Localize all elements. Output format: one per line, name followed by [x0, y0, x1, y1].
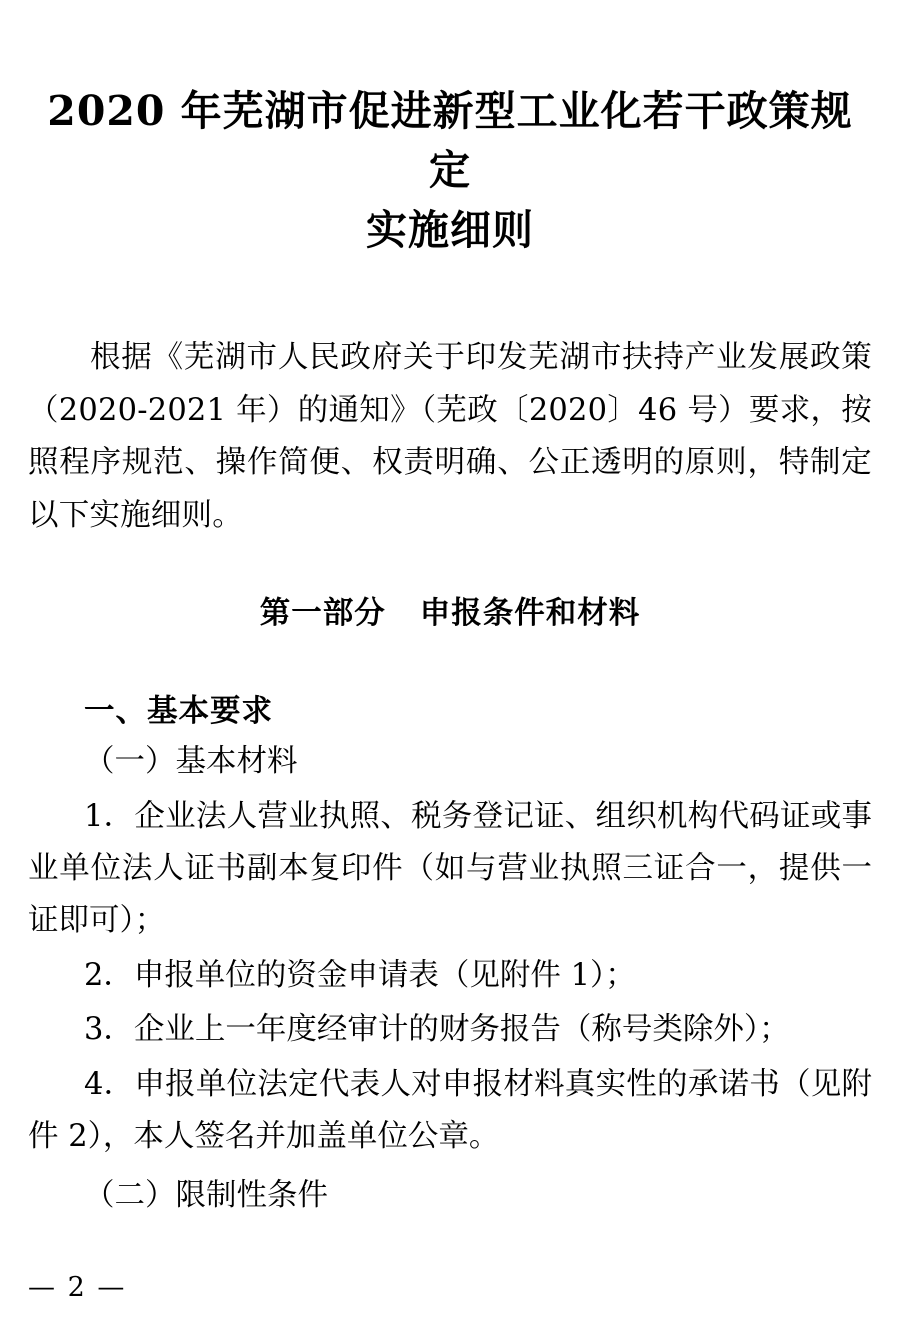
part-heading: [28, 588, 872, 632]
intro-paragraph: 根据《芜湖市人民政府关于印发芜湖市扶持产业发展政策（2020-2021 年）的通知》（芜政〔2020〕46 号）要求，按照程序规范、操作简便、权责明确、公正透明的原则，特制定以下实施细则。: [28, 340, 872, 533]
list-item: 2．申报单位的资金申请表（见附件 1）；: [84, 957, 636, 993]
list-item: 3．企业上一年度经审计的财务报告（称号类除外）；: [84, 1012, 790, 1048]
title-line-1: 2020 年芜湖市促进新型工业化若干政策规定: [47, 87, 853, 195]
item-group-label-restrictive-conditions: （二）限制性条件: [84, 1177, 328, 1213]
section-heading-basic-requirements: 一、基本要求: [84, 693, 273, 730]
document-body: [28, 332, 872, 1222]
title-line-2: 实施细则: [366, 205, 534, 254]
item-group-label-basic-materials: （一）基本材料: [84, 744, 298, 780]
part-heading-subject: 申报条件和材料: [419, 595, 641, 632]
page-title: [28, 82, 872, 260]
part-heading-label: 第一部分: [259, 595, 386, 632]
list-item: 4．申报单位法定代表人对申报材料真实性的承诺书（见附件 2），本人签名并加盖单位公章。: [28, 1066, 872, 1155]
page-number: — 2 —: [28, 1272, 127, 1303]
list-item: 1．企业法人营业执照、税务登记证、组织机构代码证或事业单位法人证书副本复印件（如与营业执照三证合一，提供一证即可）；: [28, 798, 872, 939]
